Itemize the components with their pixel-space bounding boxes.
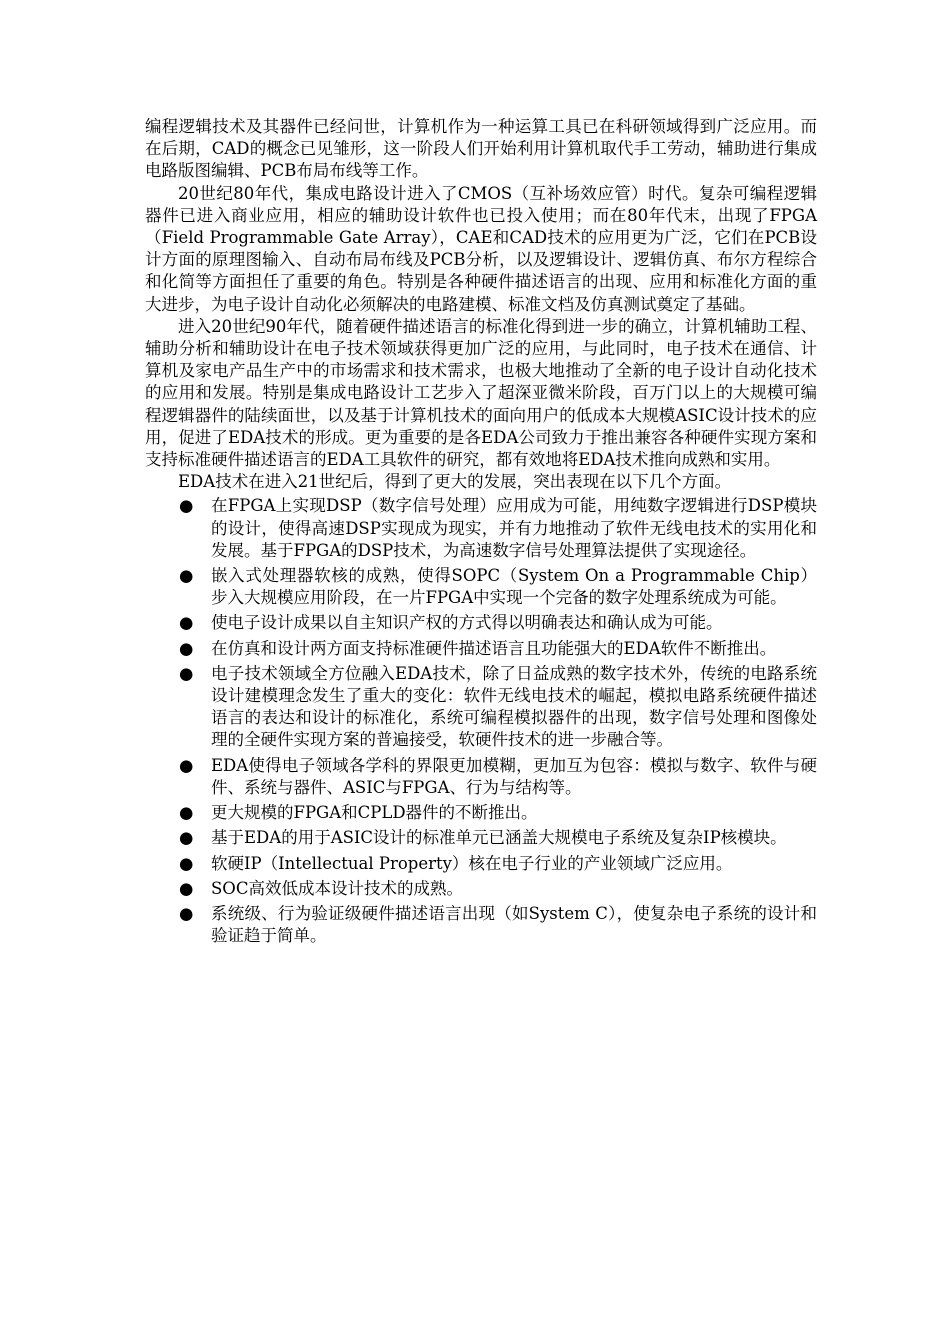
paragraph: 编程逻辑技术及其器件已经问世，计算机作为一种运算工具已在科研领域得到广泛应用。而在后期，CAD的概念已见雏形，这一阶段人们开始利用计算机取代手工劳动，辅助进行集成电路版图编辑、PCB布局布线等工作。 xyxy=(145,117,817,181)
list-item-text: 系统级、行为验证级硬件描述语言出现（如System C），使复杂电子系统的设计和验证趋于简单。 xyxy=(211,903,817,946)
paragraph: EDA技术在进入21世纪后，得到了更大的发展，突出表现在以下几个方面。 xyxy=(178,472,732,492)
list-item-text: SOC高效低成本设计技术的成熟。 xyxy=(211,878,463,898)
list-item-text: 嵌入式处理器软核的成熟，使得SOPC（System On a Programmable Chip）步入大规模应用阶段，在一片FPGA中实现一个完备的数字处理系统成为可能。 xyxy=(211,566,817,608)
document-page xyxy=(145,116,817,950)
list-item xyxy=(145,663,817,752)
bullet-icon: ● xyxy=(179,878,194,898)
list-item-text: 在FPGA上实现DSP（数字信号处理）应用成为可能，用纯数字逻辑进行DSP模块的设计，使得高速DSP实现成为现实，并有力地推动了软件无线电技术的实用化和发展。基于FPGA的DSP技术，为高速数字信号处理算法提供了实现途径。 xyxy=(211,496,817,560)
list-item xyxy=(145,853,817,875)
bullet-icon: ● xyxy=(179,755,194,775)
list-item xyxy=(145,802,817,824)
list-item-text: 使电子设计成果以自主知识产权的方式得以明确表达和确认成为可能。 xyxy=(211,613,723,633)
list-item xyxy=(145,565,817,609)
list-item-text: EDA使得电子领域各学科的界限更加模糊，更加互为包容：模拟与数字、软件与硬件、系统与器件、ASIC与FPGA、行为与结构等。 xyxy=(211,755,817,797)
bullet-icon: ● xyxy=(179,803,194,823)
list-item xyxy=(145,612,817,634)
paragraph: 进入20世纪90年代，随着硬件描述语言的标准化得到进一步的确立，计算机辅助工程、辅助分析和辅助设计在电子技术领域获得更加广泛的应用，与此同时，电子技术在通信、计算机及家电产品生产中的市场需求和技术需求，也极大地推动了全新的电子设计自动化技术的应用和发展。特别是集成电路设计工艺步入了超深亚微米阶段，百万门以上的大规模可编程逻辑器件的陆续面世，以及基于计算机技术的面向用户的低成本大规模ASIC设计技术的应用，促进了EDA技术的形成。更为重要的是各EDA公司致力于推出兼容各种硬件实现方案和支持标准硬件描述语言的EDA工具软件的研究，都有效地将EDA技术推向成熟和实用。 xyxy=(145,316,817,470)
list-item xyxy=(145,903,817,947)
list-item-text: 基于EDA的用于ASIC设计的标准单元已涵盖大规模电子系统及复杂IP核模块。 xyxy=(211,828,787,848)
list-item xyxy=(145,755,817,799)
feature-bullet-list xyxy=(145,495,817,947)
list-item xyxy=(145,878,817,900)
bullet-icon: ● xyxy=(179,496,194,516)
bullet-icon: ● xyxy=(179,566,194,586)
list-item-text: 电子技术领域全方位融入EDA技术，除了日益成熟的数字技术外，传统的电路系统设计建模理念发生了重大的变化：软件无线电技术的崛起，模拟电路系统硬件描述语言的表达和设计的标准化，系统可编程模拟器件的出现，数字信号处理和图像处理的全硬件实现方案的普遍接受，软硬件技术的进一步融合等。 xyxy=(211,663,817,750)
list-item xyxy=(145,827,817,849)
paragraph: 20世纪80年代，集成电路设计进入了CMOS（互补场效应管）时代。复杂可编程逻辑器件已进入商业应用，相应的辅助设计软件也已投入使用；而在80年代末，出现了FPGA（Field Programmable Gate Array），CAE和CAD技术的应用更为广泛，它们在PCB设计方面的原理图输入、自动布局布线及PCB分析，以及逻辑设计、逻辑仿真、布尔方程综合和化简等方面担任了重要的角色。特别是各种硬件描述语言的出现、应用和标准化方面的重大进步，为电子设计自动化必须解决的电路建模、标准文档及仿真测试奠定了基础。 xyxy=(145,183,817,314)
bullet-icon: ● xyxy=(179,903,194,923)
list-item-text: 更大规模的FPGA和CPLD器件的不断推出。 xyxy=(211,803,538,823)
list-item-text: 在仿真和设计两方面支持标准硬件描述语言且功能强大的EDA软件不断推出。 xyxy=(211,638,777,658)
list-item xyxy=(145,495,817,562)
bullet-icon: ● xyxy=(179,613,194,633)
bullet-icon: ● xyxy=(179,853,194,873)
bullet-icon: ● xyxy=(179,663,194,683)
bullet-icon: ● xyxy=(179,828,194,848)
list-item-text: 软硬IP（Intellectual Property）核在电子行业的产业领域广泛应用。 xyxy=(211,853,733,873)
bullet-icon: ● xyxy=(179,638,194,658)
list-item xyxy=(145,638,817,660)
body-text xyxy=(145,116,817,493)
